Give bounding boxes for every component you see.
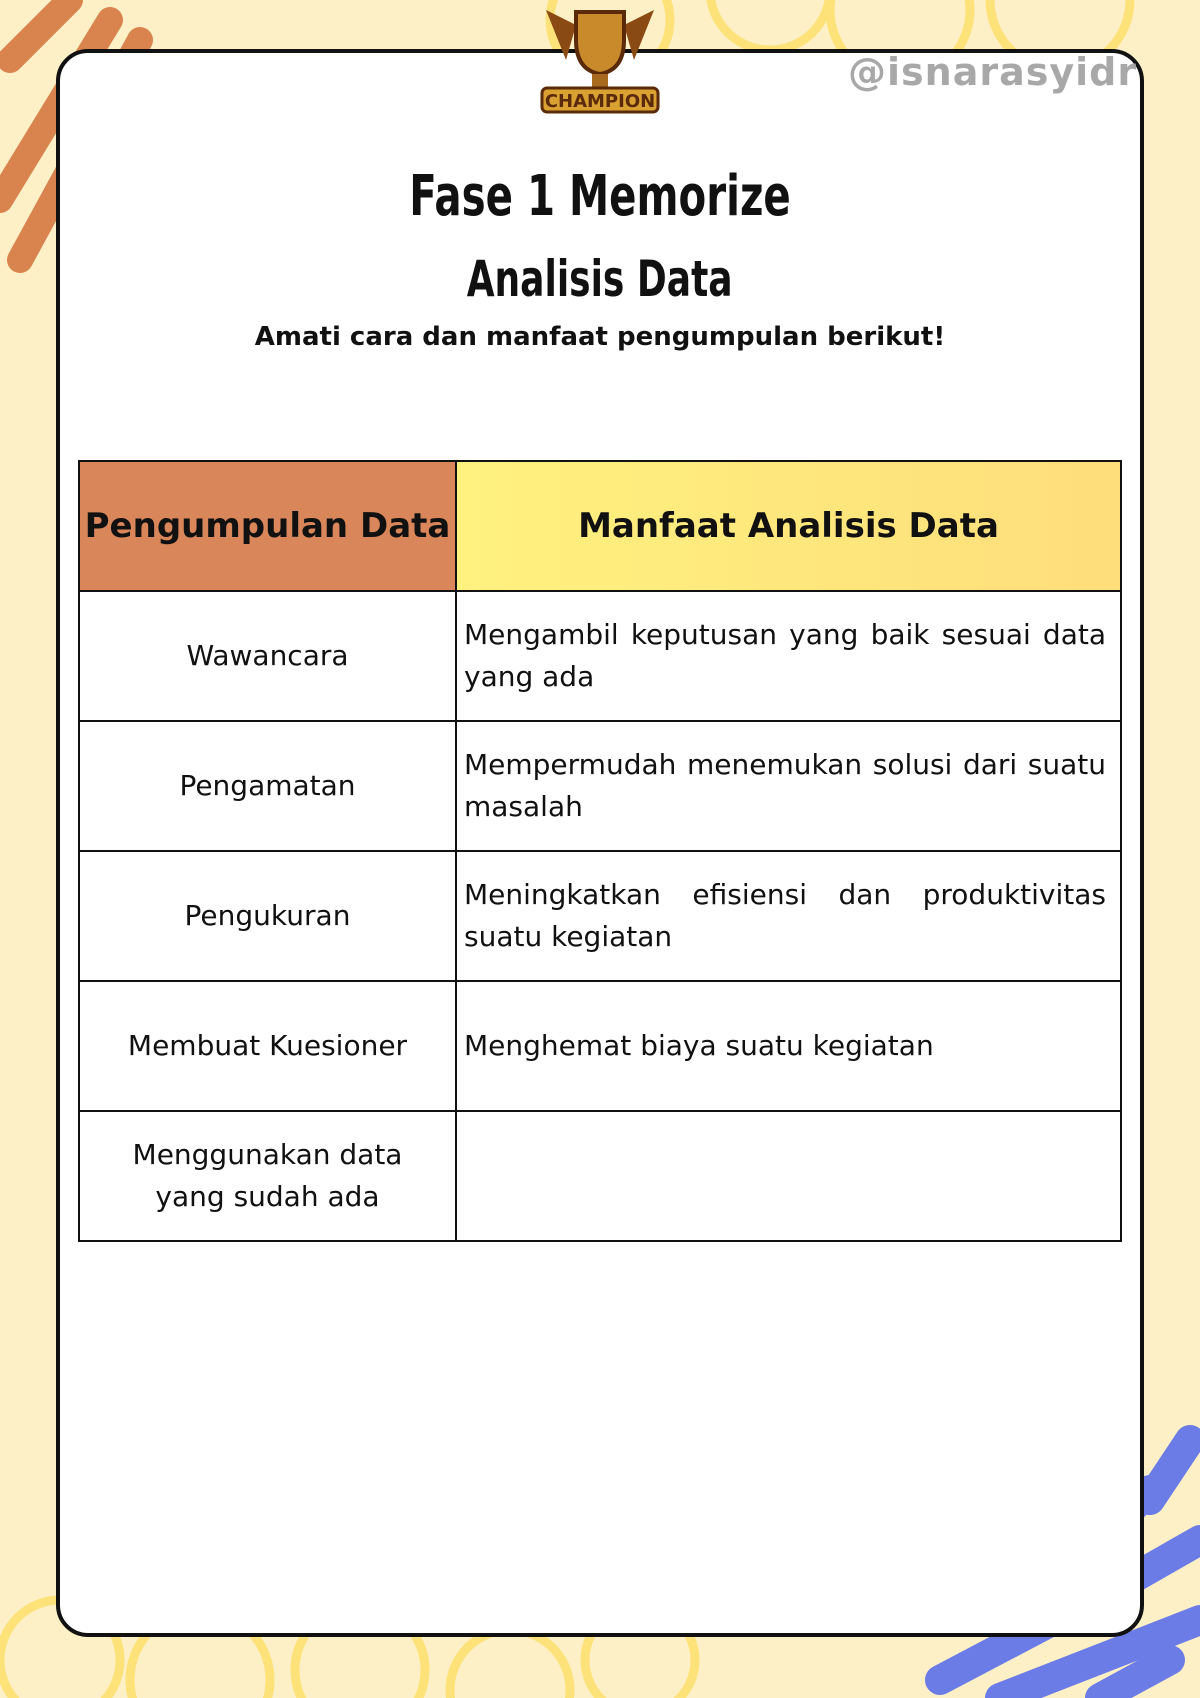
table-header-row [79,461,1121,591]
benefit-cell: Mengambil keputusan yang baik sesuai data yang ada [456,591,1121,721]
table-row [79,851,1121,981]
subtitle-text: Analisis Data [467,250,733,308]
method-cell: Pengamatan [79,721,456,851]
table-row [79,721,1121,851]
table-row [79,1111,1121,1241]
method-cell: Menggunakan data yang sudah ada [79,1111,456,1241]
method-cell: Wawancara [79,591,456,721]
page-title [0,164,1200,229]
svg-text:CHAMPION: CHAMPION [544,91,656,112]
benefit-cell-empty [456,1111,1121,1241]
watermark: @isnarasyidr [848,50,1138,94]
header-pengumpulan: Pengumpulan Data [79,461,456,591]
benefit-cell: Mempermudah menemukan solusi dari suatu masalah [456,721,1121,851]
method-cell: Pengukuran [79,851,456,981]
champion-trophy-logo [536,0,664,118]
benefit-cell: Menghemat biaya suatu kegiatan [456,981,1121,1111]
table-row [79,591,1121,721]
benefit-cell: Meningkatkan efisiensi dan produktivitas suatu kegiatan [456,851,1121,981]
data-table [78,460,1122,1242]
table-row [79,981,1121,1111]
title-text: Fase 1 Memorize [409,164,791,229]
method-cell: Membuat Kuesioner [79,981,456,1111]
instruction: Amati cara dan manfaat pengumpulan berikut! [254,322,946,352]
page-subtitle [0,250,1200,308]
header-manfaat: Manfaat Analisis Data [456,461,1121,591]
